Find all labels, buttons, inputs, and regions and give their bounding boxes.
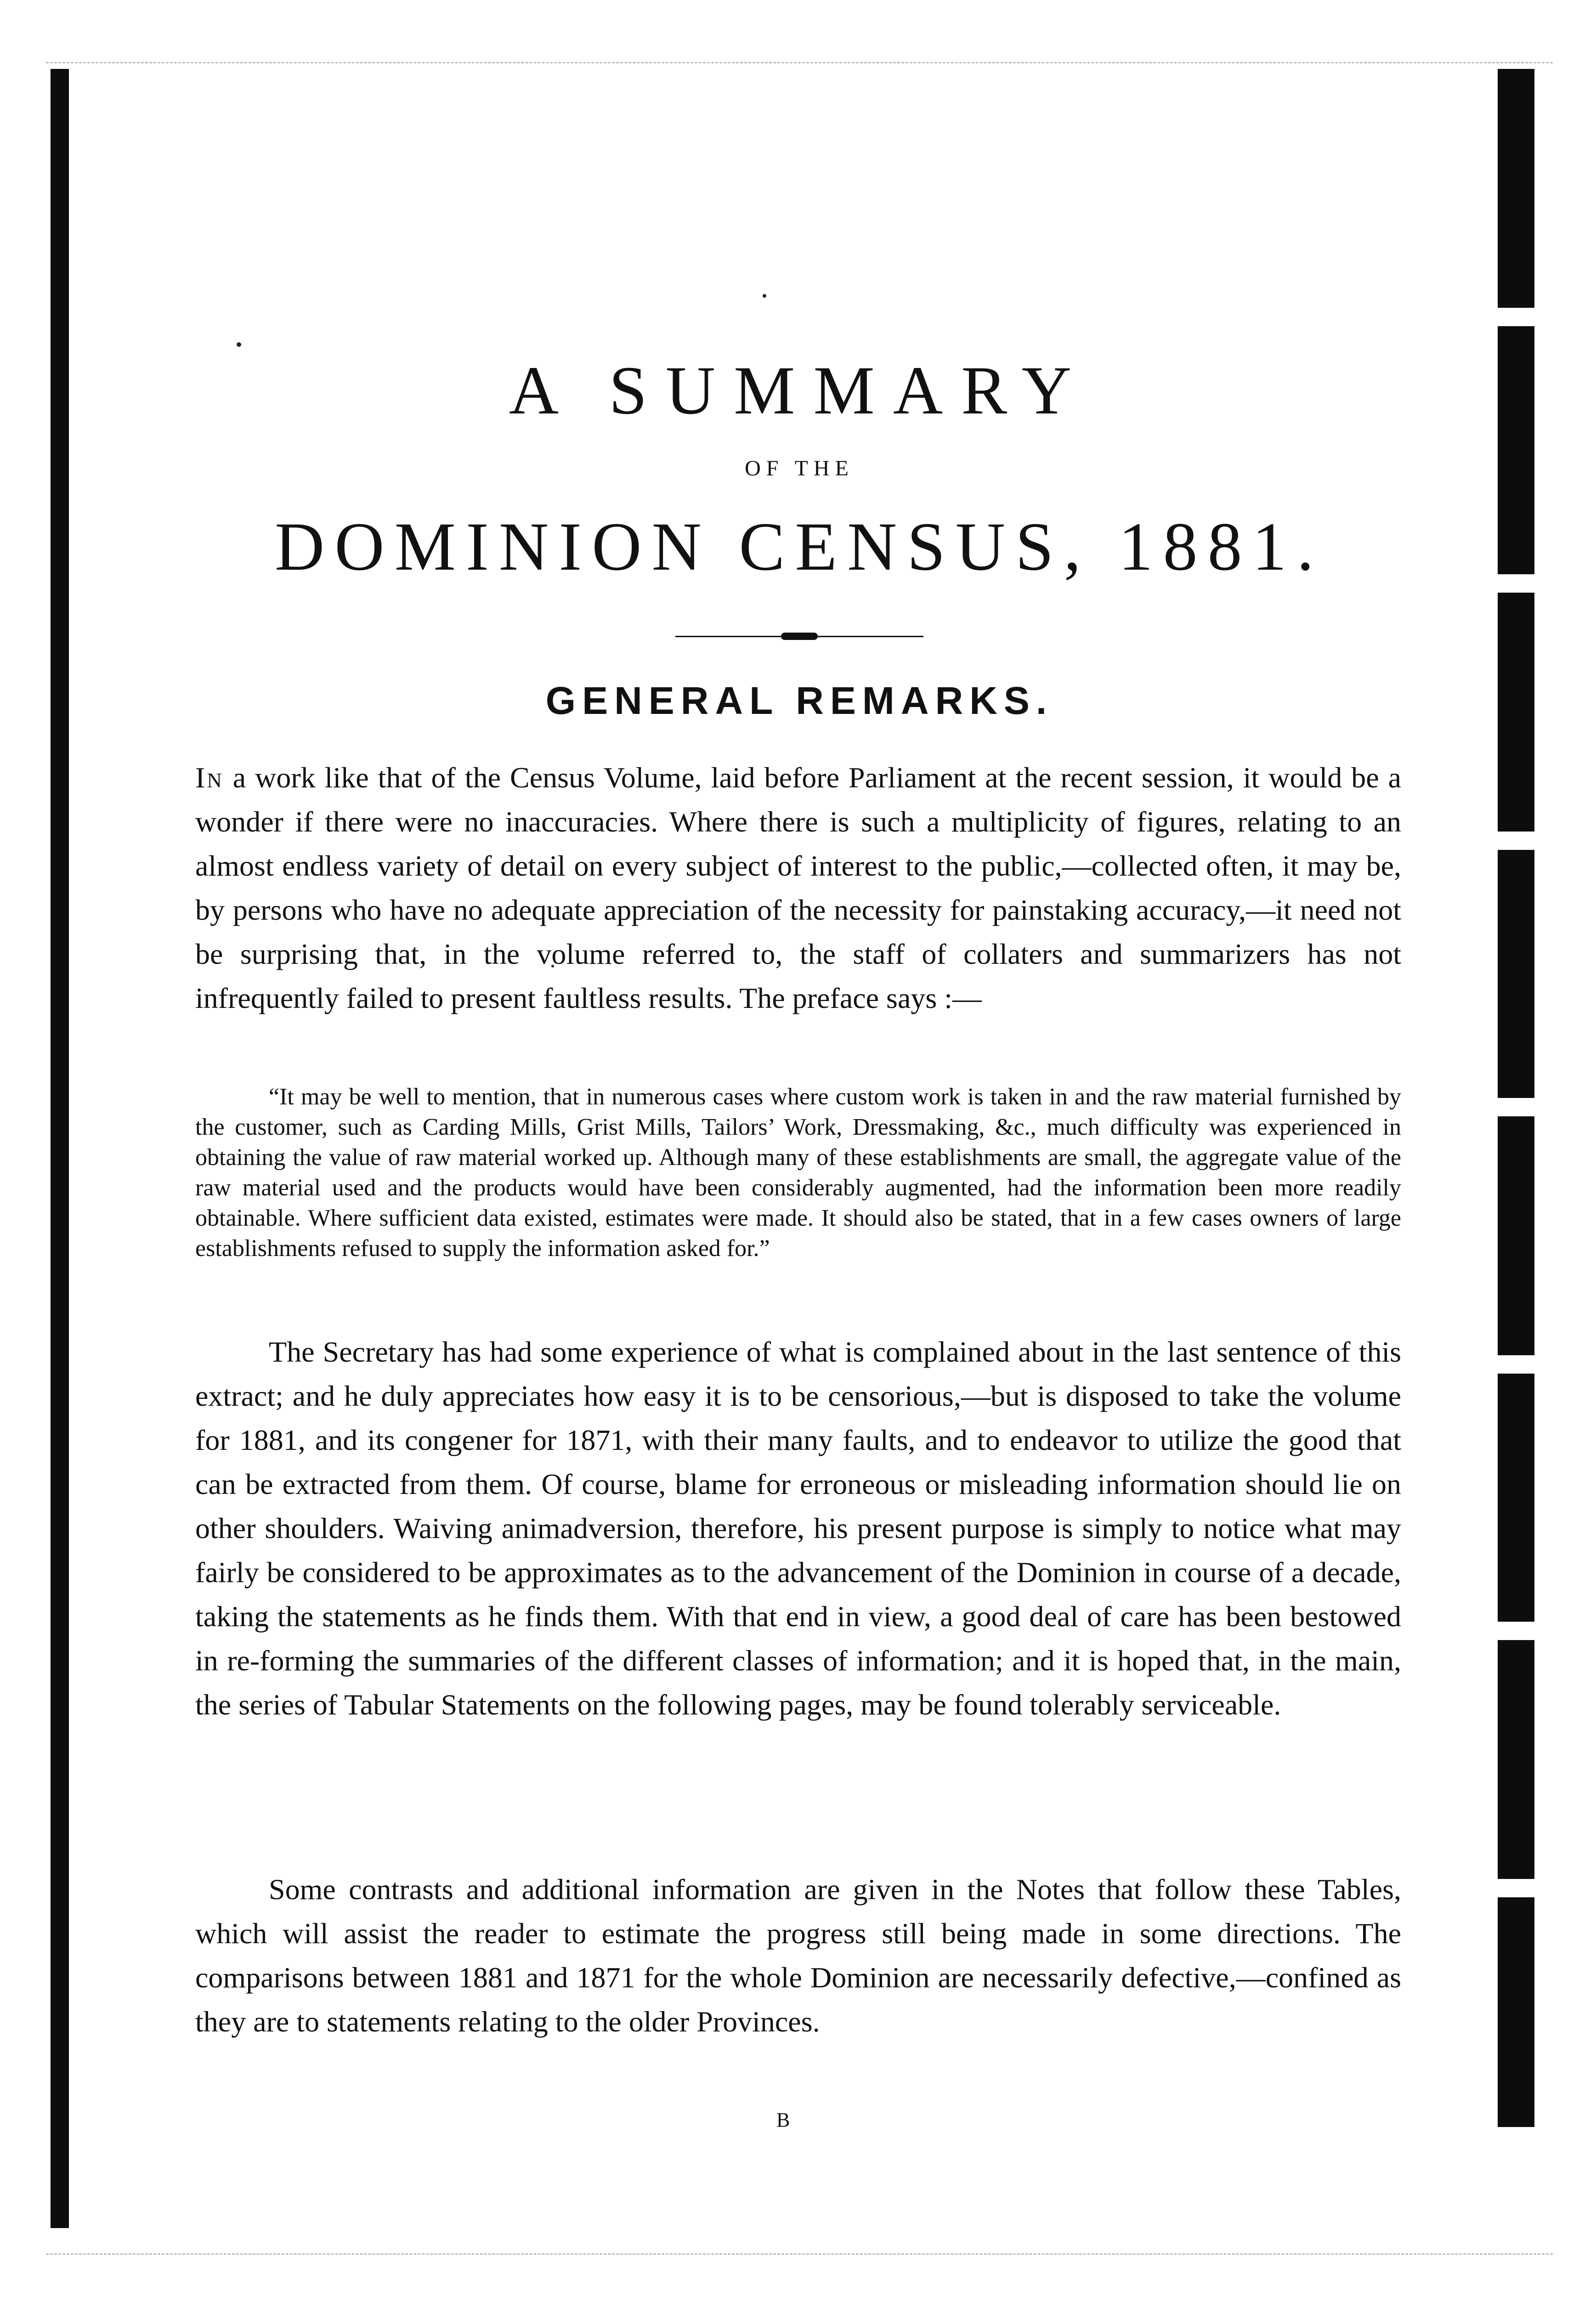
title-ornament-rule [675,632,923,641]
section-heading: GENERAL REMARKS. [545,679,1053,722]
signature-mark: B [776,2109,790,2131]
title-line-2: OF THE [745,456,854,481]
paragraph-2: The Secretary has had some experience of what is complained about in the last sentence of this extract; and he duly appreciates how easy it is to be censorious,—but is disposed to take the volume for 1881, and its congener for 1871, with their many faults, and to endeavor to utilize the good that can be extracted from them. Of course, blame for erroneous or misleading information should lie on other shoulders. Waiving animadversion, therefore, his present purpose is simply to notice what may fairly be considered to be approximates as to the advancement of the Dominion in course of a decade, taking the statements as he finds them. With that end in view, a good deal of care has been bestowed in re-forming the summaries of the different classes of information; and it is hoped that, in the main, the series of Tabular Statements on the following pages, may be found tolerably serviceable. [195,1335,1401,1721]
title-line-1: A SUMMARY [509,352,1090,429]
preface-quote: “It may be well to mention, that in numerous cases where custom work is taken in and the raw material furnished by the customer, such as Carding Mills, Grist Mills, Tailors’ Work, Dressmaking, &c., much difficulty was experienced in obtaining the value of raw material worked up. Although many of these establishments are small, the aggregate value of the raw material used and the products would have been considerably augmented, had the information been more readily obtainable. Where sufficient data existed, estimates were made. It should also be stated, that in a few cases owners of large establishments refused to supply the information asked for.” [195,1084,1401,1262]
paragraph-3: Some contrasts and additional information are given in the Notes that follow these Tables, which will assist the reader to estimate the progress still being made in some directions. The comparisons between 1881 and 1871 for the whole Dominion are necessarily defective,—confined as they are to statements relating to the older Provinces. [195,1873,1401,2038]
scan-top-edge [46,62,1553,63]
paragraph-1-dropcap: In [195,761,224,794]
title-line-3: DOMINION CENSUS, 1881. [274,509,1324,585]
scan-right-border [1498,69,1534,2127]
scan-speck [763,294,766,298]
scan-left-border [51,69,69,2228]
paragraph-1-body: a work like that of the Census Volume, laid before Parliament at the recent session, it would be a wonder if there were no inaccuracies. Where there is such a multiplicity of figures, relating to an almost endless variety of detail on every subject of interest to the public,—collected often, it may be, by persons who have no adequate appreciation of the necessity for painstaking accuracy,—it need not be surprising that, in the volume referred to, the staff of collaters and summarizers has not infrequently failed to present faultless results. The preface says :— [195,761,1401,1014]
paragraph-1 [195,756,1401,1020]
scan-speck [237,342,241,347]
scan-bottom-edge [46,2253,1553,2255]
